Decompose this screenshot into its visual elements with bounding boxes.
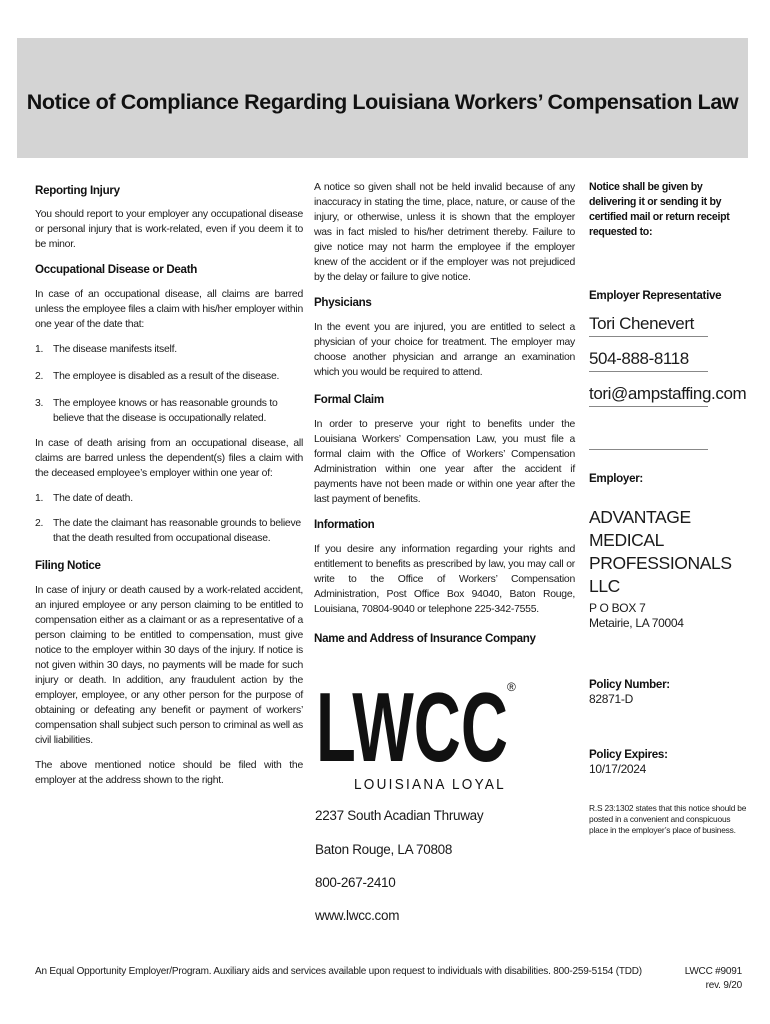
column-middle (314, 180, 575, 646)
lwcc-logo (314, 675, 524, 795)
information-text: If you desire any information regarding your rights and entitlement to benefits as prescribed by law, you may call or write to the Office of Workers’ Compensation Administration, Post Office Box 94040, Baton Rouge, Louisiana, 70804-9040 or telephone 225-342-7555. (314, 544, 575, 615)
logo-wordmark: LWCC (316, 675, 508, 782)
filing-text: In case of injury or death caused by a work-related accident, an injured employee or any person claiming to be entitled to compensation either as a claimant or as a representative of a person claiming to be entitled to compensation, must give notice to the employer within 30 days of the injury. If notice is not given within 30 days, no payments will be made for such injury or death. In addition, any fraudulent action by the employer, employee, or any other person for the purpose of obtaining or defeating any benefit or payment of workers’ compensation shall subject such person to criminal as well as civil liabilities. (35, 585, 303, 746)
delivery-text: Notice shall be given by delivering it or sending it by certified mail or return receipt requested to: (589, 181, 730, 238)
notice-text: A notice so given shall not be held invalid because of any inaccuracy in stating the time, place, nature, or cause of the injury, or otherwise, unless it is shown that the employer was in fact misled to his/her detriment thereby. Failure to give notice may not harm the employee if the employer knew of the accident or if the employer was not prejudiced by the delay or failure to give notice. (314, 182, 575, 283)
revision: rev. 9/20 (705, 980, 742, 991)
footer-form-info (685, 965, 742, 993)
employer-name: ADVANTAGE MEDICAL PROFESSIONALS LLC (589, 507, 732, 596)
page-title: Notice of Compliance Regarding Louisiana Workers’ Compensation Law (26, 90, 739, 114)
policy-number: 82871-D (589, 692, 633, 706)
occupational-heading: Occupational Disease or Death (35, 263, 198, 276)
item-number: 2. (35, 518, 44, 529)
blank-underline (589, 449, 708, 450)
occupational-item-3 (35, 396, 303, 426)
item-number: 2. (35, 371, 44, 382)
physicians-text: In the event you are injured, you are entitled to select a physician of your choice for treatment. The employer may choose another physician and arrange an examination which you would be required to attend. (314, 322, 575, 378)
occupational-text: In case of an occupational disease, all claims are barred unless the employee files a claim with his/her employer within one year of the date that: (35, 289, 303, 330)
reporting-heading: Reporting Injury (35, 184, 120, 197)
item-number: 3. (35, 398, 44, 409)
insurer-address-line2: Baton Rouge, LA 70808 (315, 842, 453, 857)
email-underline (589, 406, 708, 407)
lwcc-logo-graphic (314, 675, 524, 795)
name-underline (589, 336, 708, 337)
information-heading: Information (314, 518, 375, 531)
logo-tagline: LOUISIANA LOYAL (354, 776, 506, 793)
policy-expires-heading: Policy Expires: (589, 748, 668, 761)
physicians-heading: Physicians (314, 296, 372, 309)
policy-number-heading: Policy Number: (589, 678, 670, 691)
employer-city: Metairie, LA 70004 (589, 616, 684, 630)
occupational-item-1 (35, 342, 303, 357)
phone-underline (589, 371, 708, 372)
insurance-heading: Name and Address of Insurance Company (314, 632, 536, 645)
death-item-2 (35, 516, 303, 546)
item-number: 1. (35, 493, 44, 504)
reporting-text: You should report to your employer any occupational disease or personal injury that is work-related, even if you deem it to be minor. (35, 209, 303, 250)
rs-posting-text: R.S 23:1302 states that this notice should be posted in a convenient and conspicuous place in the employer’s place of business. (589, 803, 747, 835)
employer-po-box: P O BOX 7 (589, 601, 646, 615)
filing-heading: Filing Notice (35, 559, 101, 572)
policy-expires: 10/17/2024 (589, 762, 647, 776)
form-number: LWCC #9091 (684, 966, 742, 977)
column-right (589, 180, 747, 836)
occupational-item-2 (35, 369, 303, 384)
column-left (35, 180, 303, 788)
item-text: The date the claimant has reasonable grounds to believe that the death resulted from occupational disease. (53, 518, 301, 544)
insurer-phone: 800-267-2410 (315, 875, 396, 890)
footer-equal-opportunity: An Equal Opportunity Employer/Program. Auxiliary aids and services available upon request to individuals with disabilities. 800-259-5154 (TDD) (35, 966, 642, 977)
filed-text: The above mentioned notice should be filed with the employer at the address shown to the right. (35, 760, 303, 786)
death-text: In case of death arising from an occupational disease, all claims are barred unless the dependent(s) files a claim with the deceased employee’s employer within one year of: (35, 438, 303, 479)
insurer-website: www.lwcc.com (315, 908, 400, 923)
death-item-1 (35, 491, 303, 506)
insurer-address-line1: 2237 South Acadian Thruway (315, 808, 484, 823)
representative-name: Tori Chenevert (589, 314, 694, 333)
formal-claim-heading: Formal Claim (314, 393, 384, 406)
employer-heading: Employer: (589, 472, 643, 485)
formal-claim-text: In order to preserve your right to benefits under the Louisiana Workers’ Compensation Law, you must file a formal claim with the Office of Workers’ Compensation Administration within one year after the accident if payments have not been made or within one year after the last payment of benefits. (314, 419, 575, 505)
employer-representative-heading: Employer Representative (589, 289, 722, 302)
logo-registered-mark: ® (507, 680, 516, 694)
item-text: The date of death. (53, 493, 133, 504)
item-text: The employee is disabled as a result of the disease. (53, 371, 280, 382)
representative-phone: 504-888-8118 (589, 349, 689, 368)
item-number: 1. (35, 344, 44, 355)
title-banner (17, 38, 748, 158)
item-text: The disease manifests itself. (53, 344, 177, 355)
item-text: The employee knows or has reasonable grounds to believe that the disease is occupationally related. (53, 398, 278, 424)
representative-email: tori@ampstaffing.com (589, 384, 747, 403)
